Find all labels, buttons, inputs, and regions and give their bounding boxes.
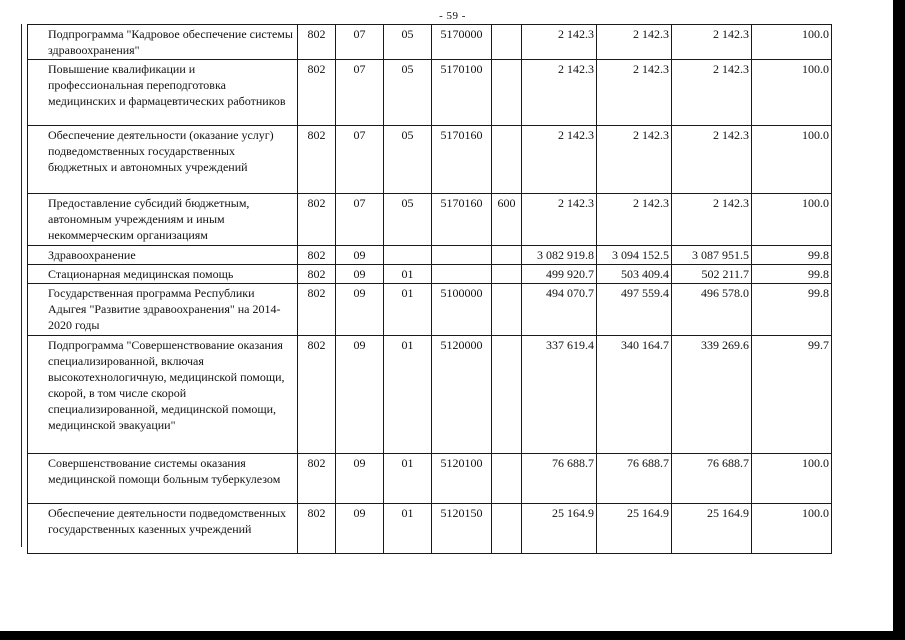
value-1-cell: 3 082 919.8 — [522, 246, 597, 265]
csr-cell — [432, 246, 492, 265]
value-3-cell: 339 269.6 — [672, 336, 752, 454]
percent-cell: 99.8 — [752, 246, 832, 265]
vr-cell — [492, 504, 522, 554]
rz-cell: 09 — [336, 336, 384, 454]
vr-cell — [492, 336, 522, 454]
percent-cell: 100.0 — [752, 454, 832, 504]
ved-cell: 802 — [298, 25, 336, 60]
value-2-cell: 2 142.3 — [597, 60, 672, 126]
row-name: Здравоохранение — [28, 246, 298, 265]
value-3-cell: 76 688.7 — [672, 454, 752, 504]
table-row — [28, 194, 832, 246]
rz-cell: 07 — [336, 126, 384, 194]
percent-cell: 100.0 — [752, 126, 832, 194]
ved-cell: 802 — [298, 284, 336, 336]
pr-cell: 01 — [384, 336, 432, 454]
value-1-cell: 25 164.9 — [522, 504, 597, 554]
table-row — [28, 246, 832, 265]
percent-cell: 100.0 — [752, 194, 832, 246]
percent-cell: 100.0 — [752, 60, 832, 126]
value-2-cell: 2 142.3 — [597, 25, 672, 60]
rz-cell: 09 — [336, 284, 384, 336]
value-3-cell: 2 142.3 — [672, 60, 752, 126]
value-2-cell: 340 164.7 — [597, 336, 672, 454]
rz-cell: 09 — [336, 246, 384, 265]
value-2-cell: 503 409.4 — [597, 265, 672, 284]
csr-cell: 5170000 — [432, 25, 492, 60]
percent-cell: 99.8 — [752, 284, 832, 336]
value-2-cell: 497 559.4 — [597, 284, 672, 336]
pr-cell — [384, 246, 432, 265]
csr-cell: 5100000 — [432, 284, 492, 336]
value-3-cell: 496 578.0 — [672, 284, 752, 336]
csr-cell: 5170160 — [432, 194, 492, 246]
csr-cell: 5120000 — [432, 336, 492, 454]
value-2-cell: 2 142.3 — [597, 126, 672, 194]
value-1-cell: 2 142.3 — [522, 126, 597, 194]
value-1-cell: 2 142.3 — [522, 25, 597, 60]
csr-cell: 5170100 — [432, 60, 492, 126]
csr-cell — [432, 265, 492, 284]
pr-cell: 01 — [384, 454, 432, 504]
vr-cell — [492, 284, 522, 336]
pr-cell: 05 — [384, 25, 432, 60]
scan-edge-bottom — [0, 631, 905, 640]
rz-cell: 09 — [336, 504, 384, 554]
pr-cell: 01 — [384, 284, 432, 336]
table-row — [28, 126, 832, 194]
row-name: Предоставление субсидий бюджетным, автономным учреждениям и иным некоммерческим организациям — [28, 194, 298, 246]
table-row — [28, 265, 832, 284]
row-name: Повышение квалификации и профессиональная переподготовка медицинских и фармацевтических работников — [28, 60, 298, 126]
ved-cell: 802 — [298, 265, 336, 284]
ved-cell: 802 — [298, 504, 336, 554]
row-name: Обеспечение деятельности (оказание услуг) подведомственных государственных бюджетных и автономных учреждений — [28, 126, 298, 194]
value-1-cell: 337 619.4 — [522, 336, 597, 454]
percent-cell: 100.0 — [752, 504, 832, 554]
row-name: Подпрограмма "Кадровое обеспечение системы здравоохранения" — [28, 25, 298, 60]
pr-cell: 05 — [384, 126, 432, 194]
rz-cell: 09 — [336, 265, 384, 284]
vr-cell — [492, 246, 522, 265]
table-row — [28, 60, 832, 126]
ved-cell: 802 — [298, 336, 336, 454]
value-2-cell: 25 164.9 — [597, 504, 672, 554]
vr-cell: 600 — [492, 194, 522, 246]
percent-cell: 99.8 — [752, 265, 832, 284]
rz-cell: 09 — [336, 454, 384, 504]
ved-cell: 802 — [298, 246, 336, 265]
table-row — [28, 504, 832, 554]
vr-cell — [492, 454, 522, 504]
value-2-cell: 3 094 152.5 — [597, 246, 672, 265]
value-1-cell: 76 688.7 — [522, 454, 597, 504]
rz-cell: 07 — [336, 194, 384, 246]
percent-cell: 100.0 — [752, 25, 832, 60]
ved-cell: 802 — [298, 60, 336, 126]
value-3-cell: 2 142.3 — [672, 25, 752, 60]
pr-cell: 05 — [384, 60, 432, 126]
value-1-cell: 2 142.3 — [522, 60, 597, 126]
value-2-cell: 76 688.7 — [597, 454, 672, 504]
row-name: Стационарная медицинская помощь — [28, 265, 298, 284]
table-row — [28, 25, 832, 60]
csr-cell: 5170160 — [432, 126, 492, 194]
ved-cell: 802 — [298, 194, 336, 246]
rz-cell: 07 — [336, 60, 384, 126]
pr-cell: 01 — [384, 265, 432, 284]
row-name: Подпрограмма "Совершенствование оказания специализированной, включая высокотехнологичную, медицинской помощи, скорой, в том числе скорой специализированной, медицинской помощи, медицинской эвакуации" — [28, 336, 298, 454]
table-row — [28, 284, 832, 336]
vr-cell — [492, 60, 522, 126]
row-name: Совершенствование системы оказания медицинской помощи больным туберкулезом — [28, 454, 298, 504]
table-row — [28, 454, 832, 504]
ved-cell: 802 — [298, 126, 336, 194]
value-2-cell: 2 142.3 — [597, 194, 672, 246]
vr-cell — [492, 25, 522, 60]
value-3-cell: 2 142.3 — [672, 126, 752, 194]
percent-cell: 99.7 — [752, 336, 832, 454]
value-3-cell: 25 164.9 — [672, 504, 752, 554]
value-1-cell: 499 920.7 — [522, 265, 597, 284]
row-name: Обеспечение деятельности подведомственных государственных казенных учреждений — [28, 504, 298, 554]
value-3-cell: 502 211.7 — [672, 265, 752, 284]
pr-cell: 01 — [384, 504, 432, 554]
row-name: Государственная программа Республики Адыгея "Развитие здравоохранения" на 2014-2020 годы — [28, 284, 298, 336]
budget-table — [27, 24, 832, 554]
ved-cell: 802 — [298, 454, 336, 504]
csr-cell: 5120100 — [432, 454, 492, 504]
vr-cell — [492, 126, 522, 194]
rz-cell: 07 — [336, 25, 384, 60]
scan-edge-right — [893, 0, 905, 640]
table-row — [28, 336, 832, 454]
pr-cell: 05 — [384, 194, 432, 246]
value-3-cell: 2 142.3 — [672, 194, 752, 246]
value-1-cell: 2 142.3 — [522, 194, 597, 246]
binding-margin-line — [21, 24, 22, 547]
value-3-cell: 3 087 951.5 — [672, 246, 752, 265]
csr-cell: 5120150 — [432, 504, 492, 554]
vr-cell — [492, 265, 522, 284]
page-number: - 59 - — [439, 10, 466, 22]
value-1-cell: 494 070.7 — [522, 284, 597, 336]
